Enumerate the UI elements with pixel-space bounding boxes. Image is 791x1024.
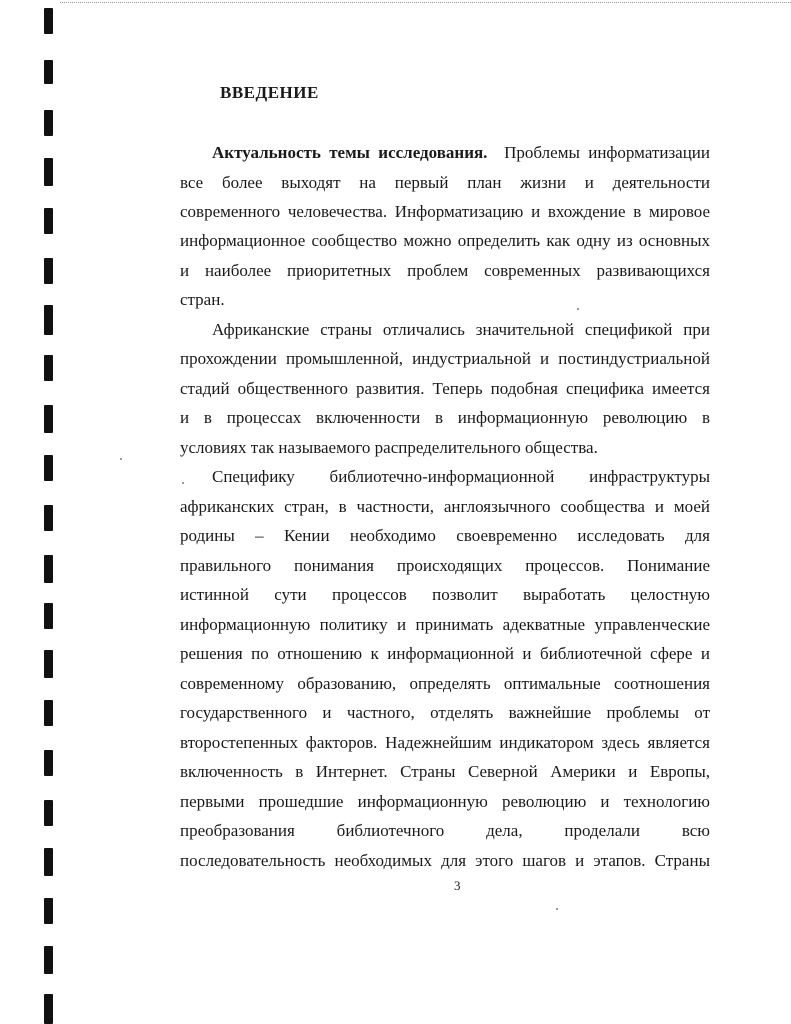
text-line: стадий общественного развития. Теперь подобная специфика имеется [180, 379, 710, 398]
binding-mark [44, 800, 53, 826]
text-line: и в процессах включенности в информационную революцию в [180, 408, 710, 427]
binding-mark [44, 898, 53, 924]
text-line: Африканские страны отличались значительной спецификой при [212, 320, 710, 339]
binding-mark [44, 505, 53, 531]
text-line: и наиболее приоритетных проблем современных развивающихся [180, 261, 710, 280]
binding-mark [44, 60, 53, 84]
binding-mark [44, 650, 53, 678]
text-line: истинной сути процессов позволит выработать целостную [180, 585, 710, 604]
text-line: современного человечества. Информатизацию и вхождение в мировое [180, 202, 710, 221]
text-line: стран. [180, 290, 225, 309]
text-line: все более выходят на первый план жизни и деятельности [180, 173, 710, 192]
text-line: включенность в Интернет. Страны Северной Америки и Европы, [180, 762, 710, 781]
scan-speck [182, 482, 184, 484]
text-line: информационную политику и принимать адекватные управленческие [180, 615, 710, 634]
binding-mark [44, 355, 53, 381]
text-line: условиях так называемого распределительного общества. [180, 438, 598, 457]
scan-speck [120, 458, 122, 460]
page-heading: ВВЕДЕНИЕ [220, 83, 319, 102]
text-line: преобразования библиотечного дела, проделали всю [180, 821, 710, 840]
binding-mark [44, 750, 53, 776]
scan-speck [556, 908, 558, 910]
page-number: 3 [454, 878, 461, 893]
text-line: Актуальность темы исследования. Проблемы информатизации [212, 143, 711, 162]
binding-mark [44, 455, 53, 481]
text-line: африканских стран, в частности, англоязычного сообщества и моей [180, 497, 710, 516]
binding-mark [44, 405, 53, 433]
text-line: первыми прошедшие информационную революцию и технологию [180, 792, 710, 811]
binding-mark [44, 603, 53, 629]
scan-edge [60, 2, 791, 3]
text-line: правильного понимания происходящих процессов. Понимание [180, 556, 710, 575]
paragraph-lead: Актуальность темы исследования. [212, 143, 488, 162]
text-line: последовательность необходимых для этого шагов и этапов. Страны [180, 851, 710, 870]
binding-mark [44, 305, 53, 335]
text-line: прохождении промышленной, индустриальной и постиндустриальной [180, 349, 710, 368]
text-line: информационное сообщество можно определить как одну из основных [180, 231, 710, 250]
binding-mark [44, 158, 53, 186]
text-line: решения по отношению к информационной и библиотечной сфере и [180, 644, 710, 663]
binding-mark [44, 994, 53, 1024]
text-line: современному образованию, определять оптимальные соотношения [180, 674, 710, 693]
text-line: родины – Кении необходимо своевременно исследовать для [180, 526, 710, 545]
binding-marks [44, 0, 58, 1024]
binding-mark [44, 700, 53, 726]
text-line: Специфику библиотечно-информационной инфраструктуры [212, 467, 710, 486]
binding-mark [44, 110, 53, 136]
binding-mark [44, 555, 53, 583]
binding-mark [44, 208, 53, 234]
text-line: государственного и частного, отделять важнейшие проблемы от [180, 703, 710, 722]
binding-mark [44, 8, 53, 34]
binding-mark [44, 258, 53, 284]
binding-mark [44, 848, 53, 876]
binding-mark [44, 946, 53, 974]
text-line: второстепенных факторов. Надежнейшим индикатором здесь является [180, 733, 710, 752]
